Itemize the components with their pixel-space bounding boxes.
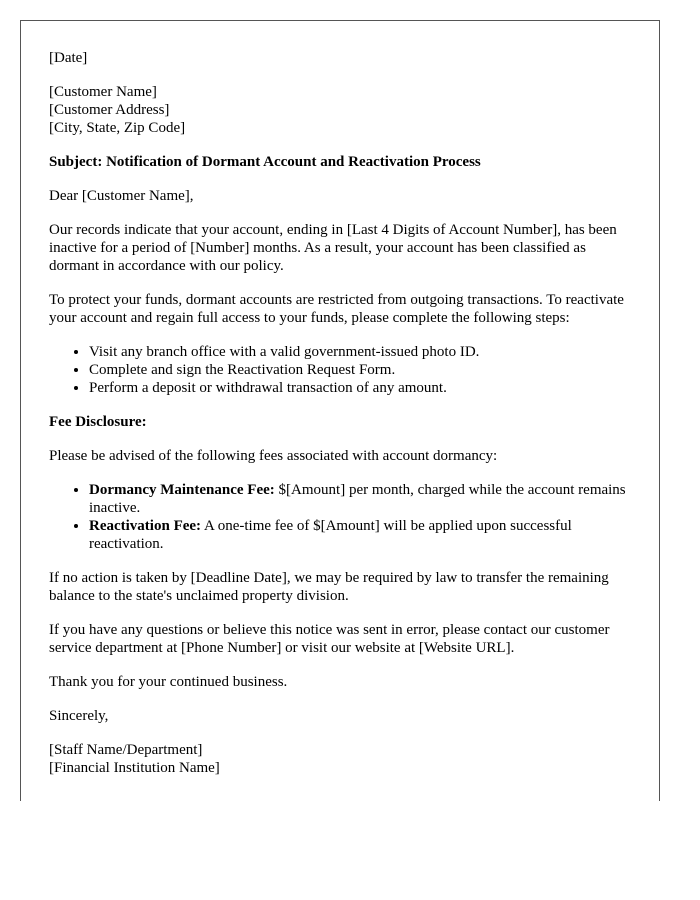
recipient-address xyxy=(49,83,631,137)
fee-disclosure-heading: Fee Disclosure: xyxy=(49,414,147,430)
staff-name-line: [Staff Name/Department] xyxy=(49,742,203,758)
fee-description: $[Amount] per month, charged while the account remains inactive. xyxy=(89,482,626,516)
list-item: • Perform a deposit or withdrawal transaction of any amount. xyxy=(89,379,631,397)
paragraph-deadline: If no action is taken by [Deadline Date], we may be required by law to transfer the remaining balance to the state's unclaimed property division. xyxy=(49,570,609,604)
letter-greeting: Dear [Customer Name], xyxy=(49,188,194,204)
letter-date: [Date] xyxy=(49,50,88,66)
list-item xyxy=(89,517,631,553)
paragraph-restriction: To protect your funds, dormant accounts are restricted from outgoing transactions. To reactivate your account and regain full access to your funds, please complete the following steps: xyxy=(49,292,624,326)
fee-list xyxy=(49,481,631,553)
signature-block xyxy=(49,741,631,777)
letter-page xyxy=(20,20,660,801)
fee-term: Dormancy Maintenance Fee: xyxy=(89,482,275,498)
list-item: • Complete and sign the Reactivation Request Form. xyxy=(89,361,631,379)
city-state-zip-line: [City, State, Zip Code] xyxy=(49,120,186,136)
paragraph-contact: If you have any questions or believe this notice was sent in error, please contact our customer service department at [Phone Number] or visit our website at [Website URL]. xyxy=(49,622,610,656)
institution-name-line: [Financial Institution Name] xyxy=(49,760,220,776)
thank-you-line: Thank you for your continued business. xyxy=(49,674,288,690)
customer-address-line: [Customer Address] xyxy=(49,102,170,118)
list-item xyxy=(89,481,631,517)
paragraph-account-status: Our records indicate that your account, ending in [Last 4 Digits of Account Number], has been inactive for a period of [Number] months. As a result, your account has been classified as dormant in accordance with our policy. xyxy=(49,222,617,274)
fee-intro: Please be advised of the following fees associated with account dormancy: xyxy=(49,448,498,464)
closing-line: Sincerely, xyxy=(49,708,109,724)
customer-name-line: [Customer Name] xyxy=(49,84,157,100)
list-item: • Visit any branch office with a valid government-issued photo ID. xyxy=(89,343,631,361)
reactivation-steps-list xyxy=(49,343,631,397)
fee-description: A one-time fee of $[Amount] will be applied upon successful reactivation. xyxy=(89,518,572,552)
letter-subject: Subject: Notification of Dormant Account and Reactivation Process xyxy=(49,154,481,170)
fee-term: Reactivation Fee: xyxy=(89,518,202,534)
